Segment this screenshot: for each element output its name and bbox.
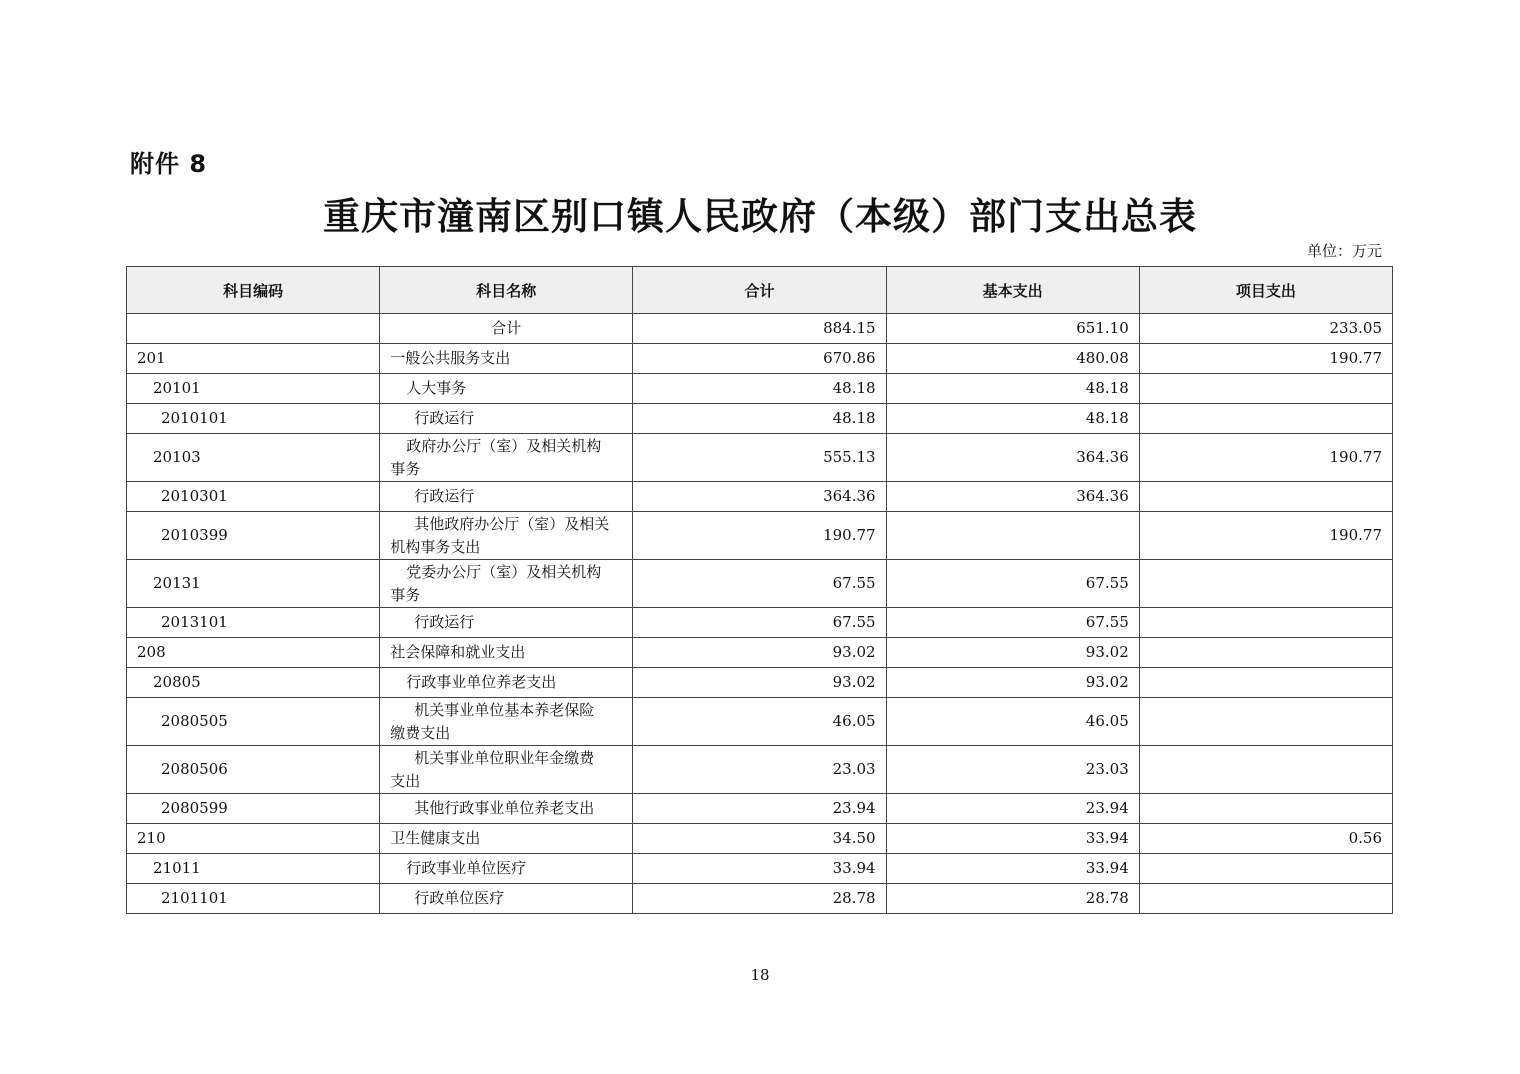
- cell-name-line-2: 缴费支出: [390, 723, 451, 742]
- cell-basic: 46.05: [886, 698, 1139, 746]
- cell-name: [380, 482, 633, 512]
- cell-basic: 33.94: [886, 824, 1139, 854]
- cell-name: 一般公共服务支出: [380, 344, 633, 374]
- cell-total: 28.78: [633, 884, 886, 914]
- cell-project: 190.77: [1139, 512, 1392, 560]
- cell-basic: 23.94: [886, 794, 1139, 824]
- cell-basic: 364.36: [886, 482, 1139, 512]
- cell-name: 社会保障和就业支出: [380, 638, 633, 668]
- table-row: [127, 698, 1393, 746]
- cell-basic: [886, 512, 1139, 560]
- unit-label: 单位：万元: [1306, 242, 1382, 260]
- cell-name-line-1: 机关事业单位基本养老保险: [414, 700, 595, 719]
- cell-name: [380, 560, 633, 608]
- cell-name-text: 行政运行: [414, 487, 475, 505]
- cell-project: 233.05: [1139, 314, 1392, 344]
- cell-name: [380, 404, 633, 434]
- cell-name: [380, 884, 633, 914]
- cell-project: 190.77: [1139, 434, 1392, 482]
- cell-name: [380, 854, 633, 884]
- cell-code: 2080506: [127, 746, 380, 794]
- cell-name: [380, 434, 633, 482]
- table-row: [127, 794, 1393, 824]
- cell-project: [1139, 854, 1392, 884]
- cell-project: [1139, 404, 1392, 434]
- cell-name: [380, 608, 633, 638]
- table-row: [127, 824, 1393, 854]
- table-row: [127, 884, 1393, 914]
- cell-code: 20103: [127, 434, 380, 482]
- cell-basic: 93.02: [886, 638, 1139, 668]
- cell-total: 884.15: [633, 314, 886, 344]
- cell-basic: 48.18: [886, 374, 1139, 404]
- document-title: 重庆市潼南区别口镇人民政府（本级）部门支出总表: [323, 194, 1197, 238]
- cell-basic: 651.10: [886, 314, 1139, 344]
- cell-code: 2080599: [127, 794, 380, 824]
- cell-name-line-1: 党委办公厅（室）及相关机构: [406, 562, 602, 581]
- table-row: [127, 314, 1393, 344]
- table-row: [127, 482, 1393, 512]
- cell-basic: 364.36: [886, 434, 1139, 482]
- cell-project: 0.56: [1139, 824, 1392, 854]
- cell-project: [1139, 608, 1392, 638]
- cell-total: 67.55: [633, 560, 886, 608]
- cell-project: [1139, 746, 1392, 794]
- table-row: [127, 512, 1393, 560]
- cell-project: [1139, 668, 1392, 698]
- table-row: [127, 638, 1393, 668]
- table-row: [127, 560, 1393, 608]
- cell-basic: 33.94: [886, 854, 1139, 884]
- cell-total: 555.13: [633, 434, 886, 482]
- cell-name-text: 人大事务: [406, 379, 467, 397]
- table-header-row: [127, 267, 1393, 314]
- cell-project: [1139, 794, 1392, 824]
- table-row: [127, 608, 1393, 638]
- cell-name: [380, 698, 633, 746]
- table-row: [127, 344, 1393, 374]
- cell-code: 208: [127, 638, 380, 668]
- cell-total: 33.94: [633, 854, 886, 884]
- column-header-name: 科目名称: [380, 267, 633, 314]
- cell-code: 210: [127, 824, 380, 854]
- page-number: 18: [750, 966, 770, 984]
- cell-code: 2010301: [127, 482, 380, 512]
- cell-name-text: 行政单位医疗: [414, 889, 505, 907]
- cell-total: 190.77: [633, 512, 886, 560]
- cell-basic: 48.18: [886, 404, 1139, 434]
- cell-code: 2101101: [127, 884, 380, 914]
- table-row: [127, 668, 1393, 698]
- cell-basic: 480.08: [886, 344, 1139, 374]
- cell-name: [380, 668, 633, 698]
- cell-total: 34.50: [633, 824, 886, 854]
- table-row: [127, 854, 1393, 884]
- cell-total: 23.94: [633, 794, 886, 824]
- cell-total: 23.03: [633, 746, 886, 794]
- table-row: [127, 746, 1393, 794]
- cell-project: [1139, 698, 1392, 746]
- cell-name-text: 其他行政事业单位养老支出: [414, 799, 595, 817]
- cell-name-line-1: 机关事业单位职业年金缴费: [414, 748, 595, 767]
- cell-name-text: 行政运行: [414, 409, 475, 427]
- table-row: [127, 404, 1393, 434]
- cell-code: [127, 314, 380, 344]
- cell-code: 20805: [127, 668, 380, 698]
- cell-code: 21011: [127, 854, 380, 884]
- table-row: [127, 434, 1393, 482]
- cell-name-line-2: 事务: [390, 585, 421, 604]
- column-header-code: 科目编码: [127, 267, 380, 314]
- cell-name: [380, 794, 633, 824]
- cell-name-text: 行政运行: [414, 613, 475, 631]
- cell-basic: 93.02: [886, 668, 1139, 698]
- cell-project: [1139, 638, 1392, 668]
- cell-project: 190.77: [1139, 344, 1392, 374]
- cell-total: 670.86: [633, 344, 886, 374]
- cell-project: [1139, 482, 1392, 512]
- column-header-total: 合计: [633, 267, 886, 314]
- cell-code: 201: [127, 344, 380, 374]
- cell-code: 2010399: [127, 512, 380, 560]
- cell-total: 48.18: [633, 404, 886, 434]
- column-header-basic: 基本支出: [886, 267, 1139, 314]
- cell-code: 2013101: [127, 608, 380, 638]
- cell-code: 20101: [127, 374, 380, 404]
- cell-name: 卫生健康支出: [380, 824, 633, 854]
- cell-basic: 28.78: [886, 884, 1139, 914]
- cell-name-line-1: 政府办公厅（室）及相关机构: [406, 436, 602, 455]
- cell-code: 2080505: [127, 698, 380, 746]
- expenditure-table: [126, 266, 1393, 914]
- cell-total: 46.05: [633, 698, 886, 746]
- cell-project: [1139, 560, 1392, 608]
- cell-total: 93.02: [633, 638, 886, 668]
- cell-name-line-2: 支出: [390, 771, 421, 790]
- cell-name: [380, 746, 633, 794]
- cell-code: 2010101: [127, 404, 380, 434]
- column-header-project: 项目支出: [1139, 267, 1392, 314]
- cell-name: [380, 512, 633, 560]
- cell-name-line-1: 其他政府办公厅（室）及相关: [414, 514, 610, 533]
- cell-name-line-2: 事务: [390, 459, 421, 478]
- cell-name: 合计: [380, 314, 633, 344]
- cell-code: 20131: [127, 560, 380, 608]
- cell-name: [380, 374, 633, 404]
- cell-total: 93.02: [633, 668, 886, 698]
- cell-project: [1139, 374, 1392, 404]
- cell-basic: 67.55: [886, 560, 1139, 608]
- cell-name-text: 行政事业单位医疗: [406, 859, 527, 877]
- cell-total: 364.36: [633, 482, 886, 512]
- cell-basic: 67.55: [886, 608, 1139, 638]
- cell-basic: 23.03: [886, 746, 1139, 794]
- cell-name-text: 行政事业单位养老支出: [406, 673, 557, 691]
- cell-total: 48.18: [633, 374, 886, 404]
- cell-project: [1139, 884, 1392, 914]
- attachment-label: 附件 8: [130, 150, 208, 178]
- cell-total: 67.55: [633, 608, 886, 638]
- table-row: [127, 374, 1393, 404]
- cell-name-line-2: 机构事务支出: [390, 537, 481, 556]
